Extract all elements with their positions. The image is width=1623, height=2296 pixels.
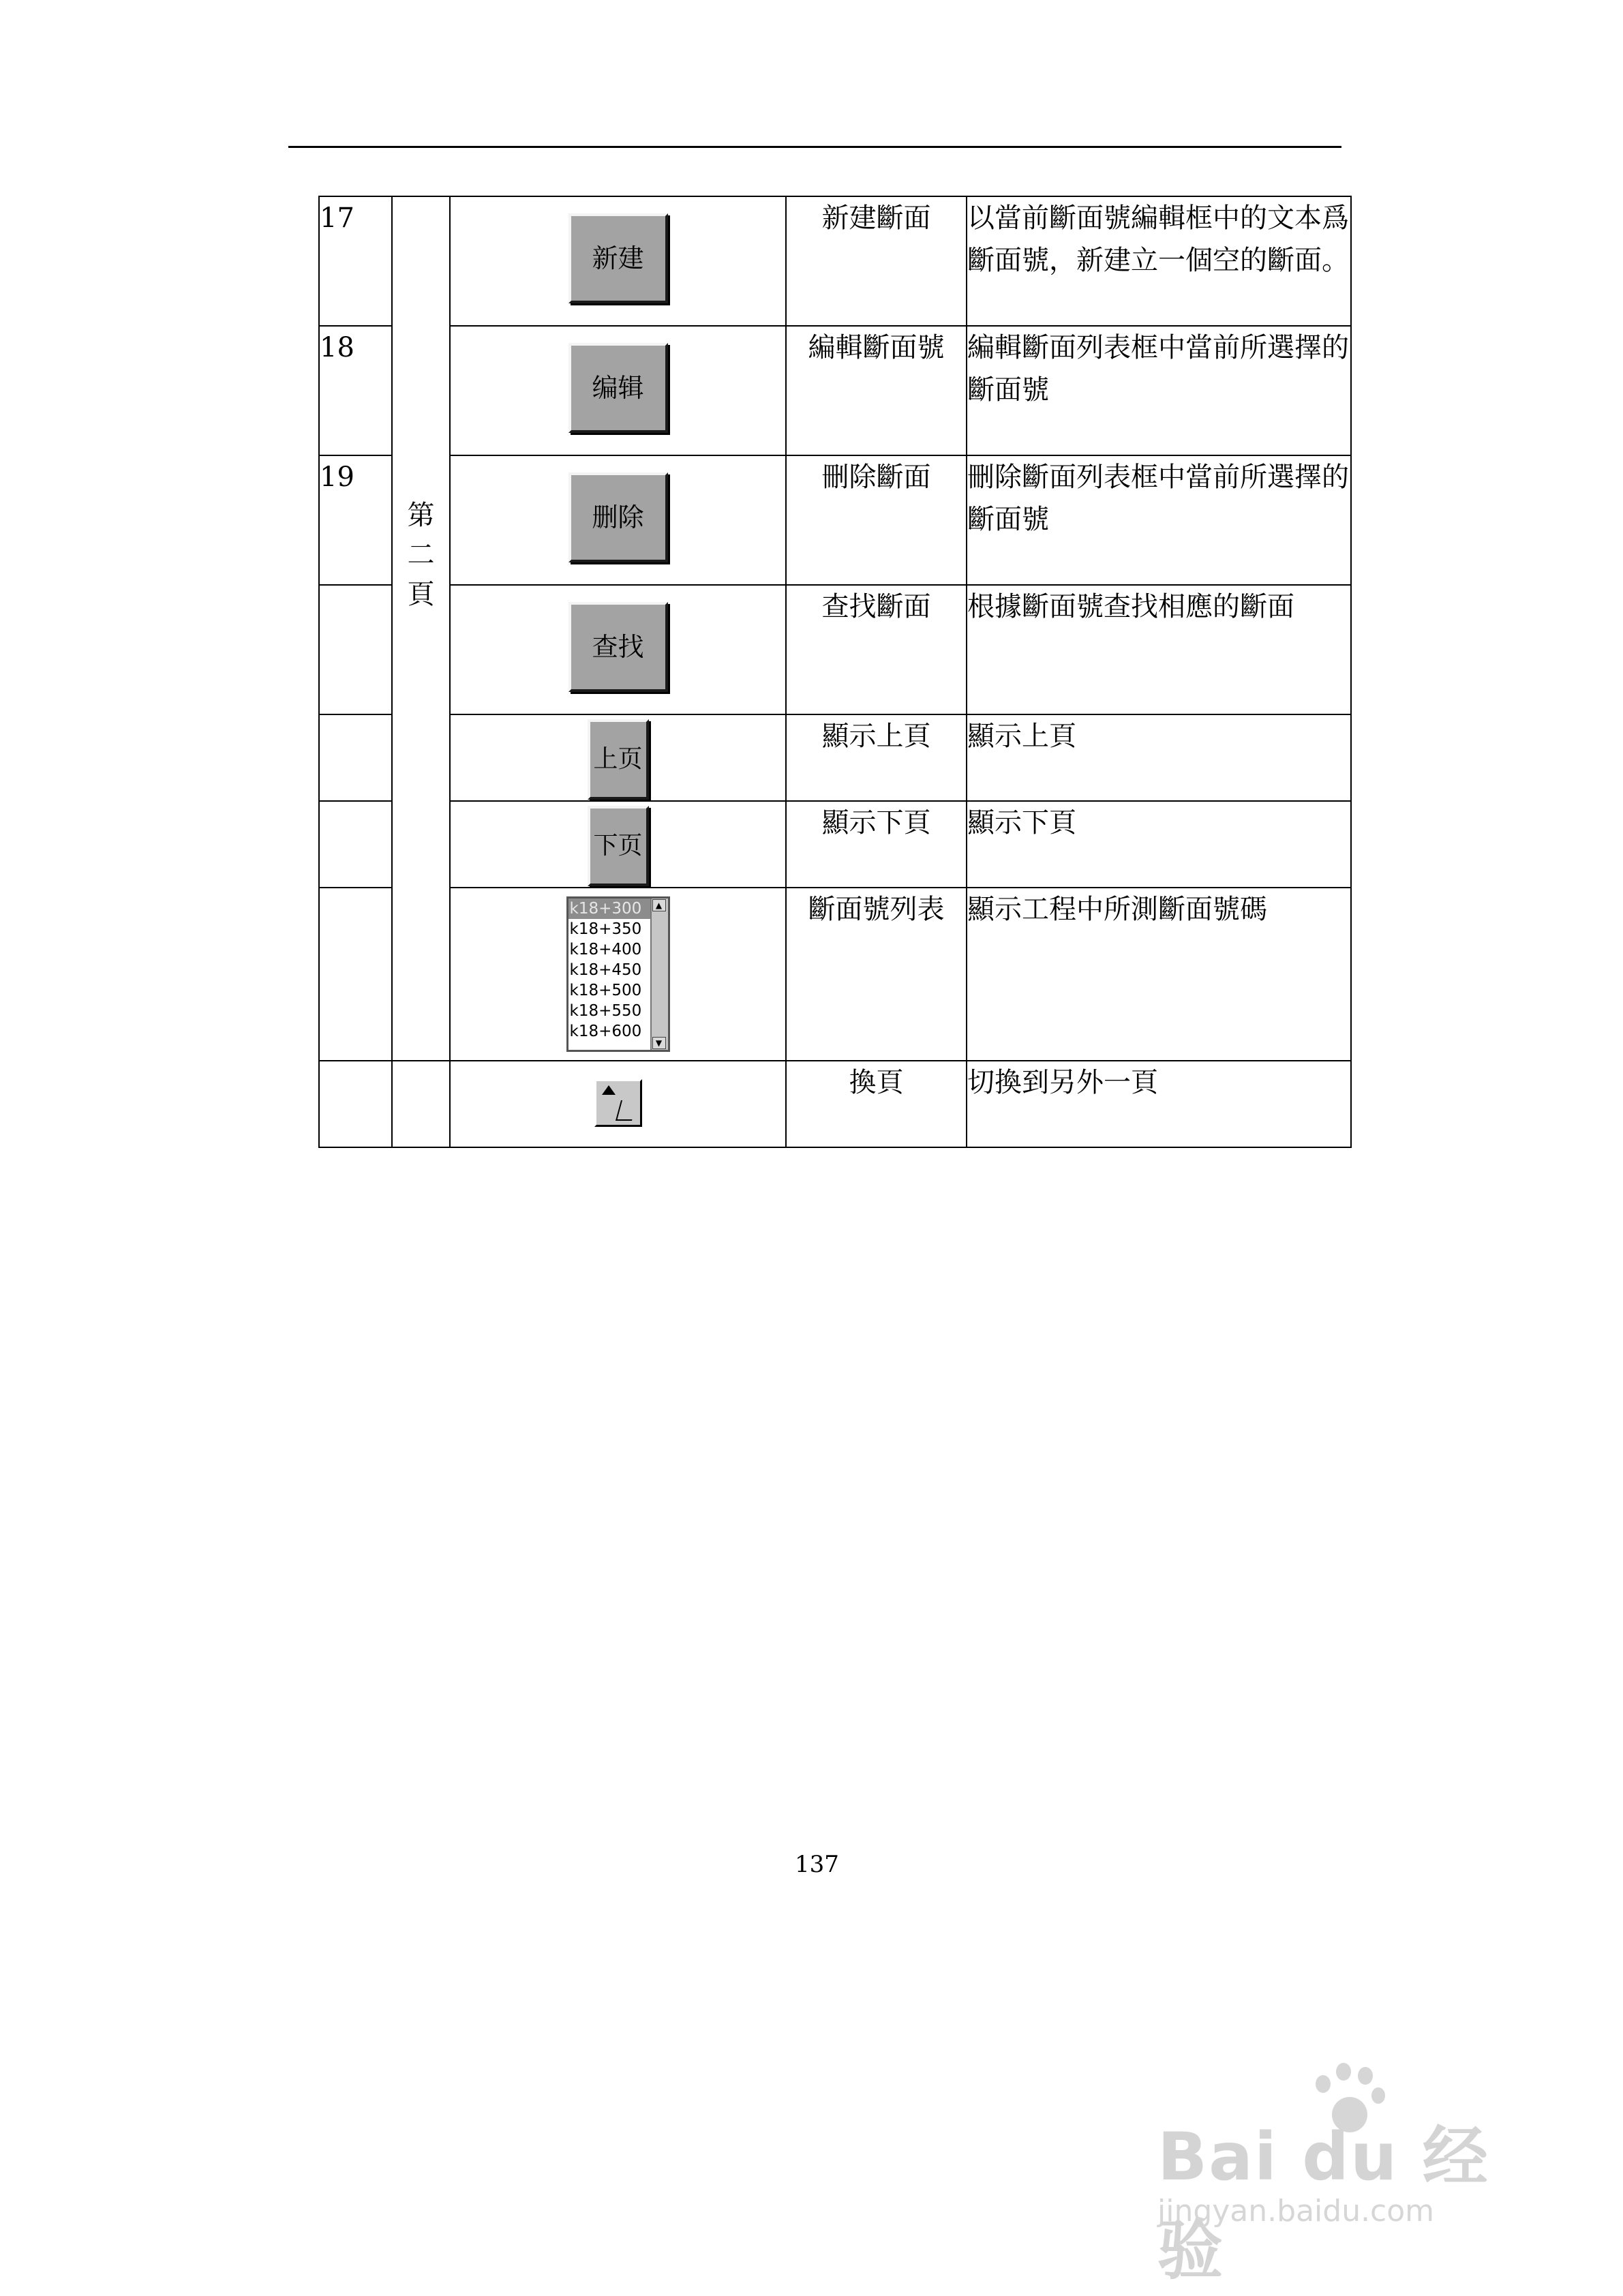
function-description: 顯示下頁 [967,801,1351,888]
function-description: 顯示上頁 [967,714,1351,801]
table-row [319,455,1351,585]
page-group-cell [392,1061,450,1147]
next-page-button[interactable]: 下页 [588,806,649,886]
row-number [319,1061,392,1147]
row-number [319,585,392,714]
function-description: 根據斷面號查找相應的斷面 [967,585,1351,714]
list-item[interactable]: k18+350 [569,920,642,938]
function-description: 編輯斷面列表框中當前所選擇的斷面號 [967,326,1351,455]
table-row [319,196,1351,326]
page-number: 137 [795,1851,839,1878]
function-name: 查找斷面 [786,585,967,714]
page-group-label: 第二頁 [407,500,435,610]
function-description: 切換到另外一頁 [967,1061,1351,1147]
watermark-brand: Bai du 经验 [1157,2119,1489,2289]
row-number [319,801,392,888]
new-section-button[interactable]: 新建 [568,213,668,303]
section-number-listbox[interactable] [566,896,670,1052]
watermark-logo [1157,2057,1539,2289]
table-row [319,714,1351,801]
function-description: 刪除斷面列表框中當前所選擇的斷面號 [967,455,1351,585]
row-number: 18 [319,326,392,455]
function-name: 編輯斷面號 [786,326,967,455]
list-item[interactable]: k18+400 [569,941,642,958]
table-row [319,585,1351,714]
up-arrow-icon [602,1085,616,1095]
scroll-down-icon[interactable]: ▼ [652,1037,666,1049]
header-rule [288,146,1341,148]
listbox-scrollbar[interactable] [650,898,668,1050]
page-group-cell [392,196,450,1061]
row-number [319,888,392,1061]
function-name: 換頁 [786,1061,967,1147]
list-item[interactable]: k18+500 [569,982,642,999]
function-name: 顯示下頁 [786,801,967,888]
edit-section-button[interactable]: 编辑 [568,343,668,433]
toolbar-function-table [318,196,1352,1148]
table-row [319,326,1351,455]
page-turn-button[interactable] [594,1079,642,1127]
find-section-button[interactable]: 查找 [568,602,668,692]
function-name: 刪除斷面 [786,455,967,585]
table-row [319,1061,1351,1147]
scroll-up-icon[interactable]: ▲ [652,899,666,911]
row-number: 19 [319,455,392,585]
listbox-items [568,898,650,1042]
list-item[interactable]: k18+550 [569,1002,642,1020]
function-name: 斷面號列表 [786,888,967,1061]
list-item[interactable]: k18+450 [569,961,642,979]
function-name: 顯示上頁 [786,714,967,801]
row-number [319,714,392,801]
delete-section-button[interactable]: 删除 [568,472,668,562]
table-row [319,801,1351,888]
page-corner-icon [615,1100,637,1121]
function-description: 顯示工程中所測斷面號碼 [967,888,1351,1061]
row-number: 17 [319,196,392,326]
table-row [319,888,1351,1061]
list-item[interactable]: k18+600 [569,1023,642,1040]
function-description: 以當前斷面號編輯框中的文本爲斷面號，新建立一個空的斷面。 [967,196,1351,326]
watermark-domain: jingyan.baidu.com [1157,2194,1435,2229]
list-item[interactable]: k18+300 [568,898,650,919]
previous-page-button[interactable]: 上页 [588,719,649,800]
function-name: 新建斷面 [786,196,967,326]
